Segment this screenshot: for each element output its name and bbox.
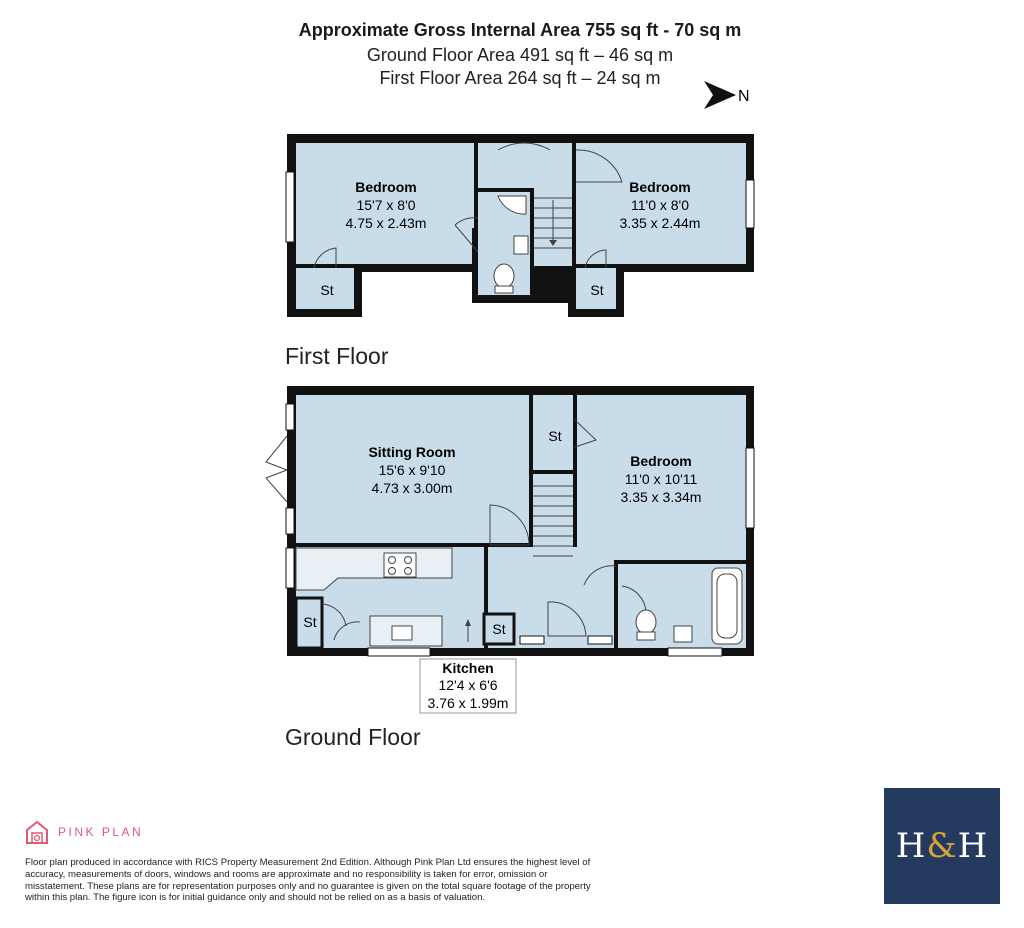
ground-window-bedroom [746, 448, 754, 528]
ground-window-bathroom [668, 648, 722, 656]
first-store-right-label: St [590, 282, 604, 298]
ground-store-top-label: St [548, 428, 562, 444]
hallway-area-2 [533, 564, 613, 604]
first-bedroom-right-title: Bedroom [629, 179, 691, 195]
first-landing-area [478, 143, 572, 188]
first-basin [514, 236, 528, 254]
kitchen-dims-imperial: 12'4 x 6'6 [438, 677, 498, 693]
first-toilet [494, 264, 514, 288]
first-window-left [286, 172, 294, 242]
ground-bedroom-title: Bedroom [630, 453, 692, 469]
kitchen-title: Kitchen [442, 660, 494, 676]
ground-window-kitchen-front [368, 648, 430, 656]
ground-bedroom-dims-imperial: 11'0 x 10'11 [624, 471, 698, 487]
ground-window-sitting-top [286, 404, 294, 430]
ground-window-hall-right [588, 636, 612, 644]
pinkplan-logo [24, 819, 143, 845]
sitting-room-title: Sitting Room [368, 444, 456, 460]
kitchen-sink [392, 626, 412, 640]
first-floor-area: First Floor Area 264 sq ft – 24 sq m [379, 68, 661, 88]
north-label: N [738, 88, 750, 105]
first-floor-plan [286, 134, 754, 317]
first-toilet-cistern [495, 286, 513, 293]
first-window-right [746, 180, 754, 228]
pinkplan-wordmark: PINK PLAN [58, 825, 144, 839]
french-doors [266, 436, 287, 502]
hh-logo [884, 788, 1000, 904]
first-bedroom-left-dims-imperial: 15'7 x 8'0 [356, 197, 416, 213]
hh-left: H [895, 826, 927, 866]
ground-window-sitting-bottom [286, 508, 294, 534]
first-bedroom-left-title: Bedroom [355, 179, 417, 195]
hh-amp: & [926, 826, 958, 866]
ground-toilet-cistern [637, 632, 655, 640]
ground-floor-label: Ground Floor [285, 724, 421, 750]
kitchen-dims-metric: 3.76 x 1.99m [427, 695, 509, 711]
gross-area-title: Approximate Gross Internal Area 755 sq ft - 70 sq m [298, 20, 742, 40]
first-bedroom-right-dims-metric: 3.35 x 2.44m [619, 215, 701, 231]
ground-window-kitchen-side [286, 548, 294, 588]
first-floor-label: First Floor [285, 343, 389, 369]
sitting-room-dims-metric: 4.73 x 3.00m [371, 480, 453, 496]
disclaimer-text: Floor plan produced in accordance with RICS Property Measurement 2nd Edition. Although Pink Plan Ltd ensures the highest level of accuracy, measurements of doors, windows and rooms are approximate and no responsibility is taken for error, omission or misstatement. These plans are for representation purposes only and no guarantee is given on the total square footage of the property within this plan. The figure icon is for initial guidance only and should not be relied on as a basis of valuation. [25, 857, 591, 904]
ground-window-hall-left [520, 636, 544, 644]
ground-toilet [636, 610, 656, 634]
kitchen-hob [384, 553, 416, 577]
hall-store-label: St [492, 621, 506, 637]
ground-basin [674, 626, 692, 642]
ground-floor-plan [266, 386, 754, 713]
first-bedroom-left-dims-metric: 4.75 x 2.43m [345, 215, 427, 231]
hh-logo-text [896, 826, 989, 866]
hh-right: H [957, 826, 989, 866]
sitting-room-dims-imperial: 15'6 x 9'10 [378, 462, 446, 478]
first-bedroom-right-dims-imperial: 11'0 x 8'0 [630, 197, 690, 213]
ground-floor-area: Ground Floor Area 491 sq ft – 46 sq m [366, 45, 674, 65]
first-store-left-label: St [320, 282, 334, 298]
kitchen-store-label: St [303, 614, 317, 630]
ground-bedroom-dims-metric: 3.35 x 3.34m [620, 489, 702, 505]
pinkplan-house-icon [24, 819, 50, 845]
